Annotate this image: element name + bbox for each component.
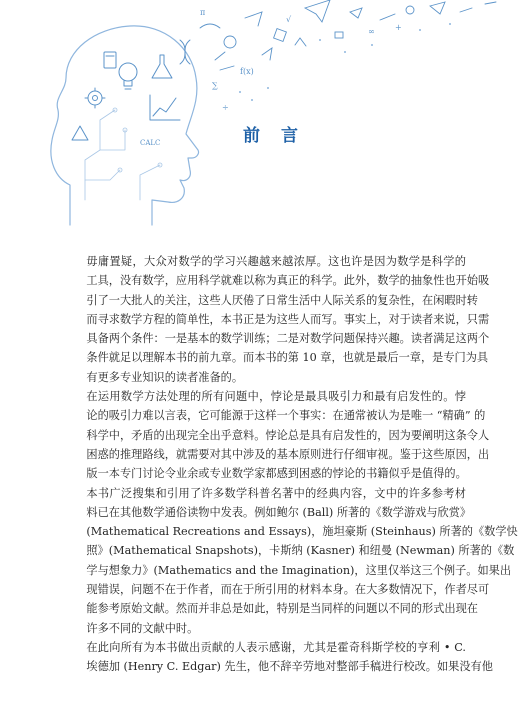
text-line: 许多不同的文献中时。 [86,621,199,635]
text-line: 在运用数学方法处理的所有问题中，悖论是最具吸引力和最有启发性的。悖 [86,390,466,404]
text-line: 版一本专门讨论令业余或专业数学家都感到困惑的悖论的书籍似乎是值得的。 [86,467,467,481]
dna-icon [180,40,190,64]
text-line: 论的吸引力难以言表，它可能源于这样一个事实：在通常被认为是唯一 “精确” 的 [86,409,486,423]
calculator-icon [104,52,116,68]
text-line: 科学中，矛盾的出现完全出乎意料。悖论总是具有启发性的，因为要阐明这条令人 [86,428,490,442]
svg-text:CALC: CALC [140,139,161,147]
text-line: 在此向所有为本书做出贡献的人表示感谢，尤其是霍奇科斯学校的亨利 • C. [86,640,466,654]
text-line: 有更多专业知识的读者准备的。 [86,370,244,384]
chart-icon [150,95,180,120]
text-line: 而寻求数学方程的简单性，本书正是为这些人而写。事实上，对于读者来说，只需 [86,312,490,326]
text-line: 条件就足以理解本书的前九章。而本书的第 10 章，也就是最后一章，是专门为具 [86,351,489,365]
header-illustration [0,0,520,240]
text-line: 埃德加 (Henry C. Edgar) 先生，他不辞辛劳地对整部手稿进行校改。如果没有他 [86,660,493,674]
svg-text:∑: ∑ [212,81,218,90]
page-title: 前言 [243,126,319,146]
text-line: 料已在其他数学通俗读物中发表。例如鲍尔 (Ball) 所著的《数学游戏与欣赏》 [86,505,472,519]
gear-icon [85,88,105,108]
svg-text:π: π [200,8,206,17]
text-line: 现错误，问题不在于作者，而在于所引用的材料本身。在大多数情况下，作者尽可 [86,583,490,597]
paragraph [64,638,493,677]
svg-text:+: + [395,23,402,32]
lab-flask-icon [152,55,172,78]
svg-text:÷: ÷ [222,103,229,112]
text-line: 学与想象力》(Mathematics and the Imagination)，这里仅举这三个例子。如果出 [86,563,512,577]
paragraph [64,387,490,483]
text-line: 困惑的推理路线，就需要对其中涉及的基本原则进行仔细审视。鉴于这些原因，出 [86,447,490,461]
paragraph [64,252,490,387]
light-bulb-icon [119,63,137,89]
text-line: 毋庸置疑，大众对数学的学习兴趣越来越浓厚。这也许是因为数学是科学的 [86,255,466,268]
text-line: 工具，没有数学，应用科学就难以称为真正的科学。此外，数学的抽象性也开始吸 [86,274,490,288]
text-line: (Mathematical Recreations and Essays)，施坦豪斯 (Steinhaus) 所著的《数学快 [86,525,518,539]
body-text [64,252,518,677]
head-silhouette-icon [51,26,199,225]
svg-text:√: √ [286,15,292,24]
paper-plane-icon [305,0,330,22]
svg-text:f(x): f(x) [240,67,254,76]
text-line: 引了一大批人的关注，这些人厌倦了日常生活中人际关系的复杂性，在闲暇时转 [86,293,478,307]
text-line: 具备两个条件：一是基本的数学训练；二是对数学问题保持兴趣。读者满足这两个 [86,332,490,346]
text-line: 本书广泛搜集和引用了许多数学科普名著中的经典内容，文中的许多参考材 [86,486,466,500]
text-line: 能参考原始文献。然而并非总是如此，特别是当同样的问题以不同的形式出现在 [86,602,478,616]
paragraph [64,484,518,638]
triangle-icon [72,126,88,140]
text-line: 照》(Mathematical Snapshots)，卡斯纳 (Kasner) 和纽曼 (Newman) 所著的《数 [86,544,515,558]
svg-text:∞: ∞ [368,27,375,36]
